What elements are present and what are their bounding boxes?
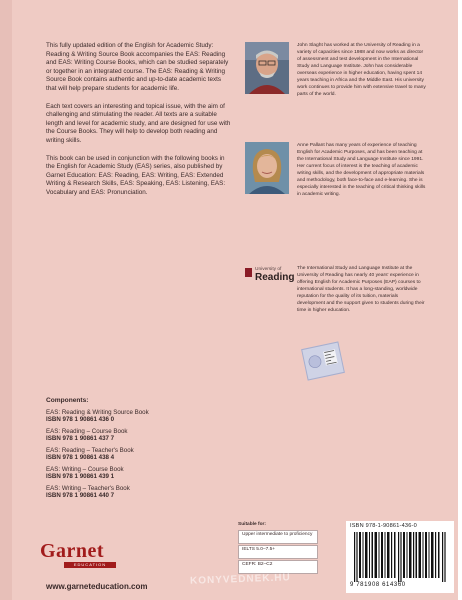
component-isbn: ISBN 978 1 90861 438 4 — [46, 454, 115, 461]
list-item — [46, 409, 226, 424]
suitable-label: Suitable for: — [238, 522, 266, 527]
author-bio-anne-pallant: Anne Pallant has many years of experience of teaching English for Academic Purposes, and has been teaching at the International Study and Language Institute since 1991. Her current focus of interest is the teaching of academic writing skills, and the development of appropriate materials and methodology, both face-to-face and e-learning. She is especially interested in the teaching of critical thinking skills in academic writing. — [297, 143, 426, 197]
component-isbn: ISBN 978 1 90861 437 7 — [46, 435, 115, 442]
university-of-reading-logo — [245, 265, 293, 285]
suitable-for-box — [238, 522, 318, 575]
logo-small-text: University of — [255, 267, 282, 272]
suitable-cefr: CEFR: B2–C2 — [238, 560, 318, 574]
author-bio-john-slaght: John Slaght has worked at the University of Reading in a variety of capacities since 1988 and now works as director of assessment and test development in the International Study and Language Institute. John has considerable overseas experience in higher education, having spent 14 years teaching in Africa and the Middle East. His university work continues to provide him with extensive travel to many parts of the world. — [297, 43, 426, 97]
publisher-name: Garnet — [40, 540, 105, 562]
barcode-icon — [354, 532, 446, 582]
components-list — [46, 397, 226, 504]
hologram-sticker-icon — [301, 341, 345, 380]
left-frame-strip — [0, 0, 12, 600]
institute-description: The International Study and Language Institute at the University of Reading has nearly 40 years' experience in offering English for Academic Purposes (EAP) courses to international students. It has a long-standing, worldwide reputation for the quality of its tuition, materials development and the support given to students during their time in higher education. — [297, 266, 425, 313]
barcode-isbn: ISBN 978-1-90861-436-0 — [350, 523, 417, 529]
list-item — [46, 466, 226, 481]
intro-paragraph-2: Each text covers an interesting and topical issue, with the aim of challenging and stimulating the reader. All texts are a suitable length and level for academic study, and are designed for use with the Course Books. They will help to develop both reading and writing skills. — [46, 102, 231, 144]
suitable-level: Upper intermediate to proficiency — [238, 530, 318, 544]
barcode-box — [346, 521, 454, 593]
suitable-ielts: IELTS 5.0–7.5+ — [238, 545, 318, 559]
intro-paragraph-3: This book can be used in conjunction with the following books in the English for Academic Study (EAS) series, also published by Garnet Education: EAS: Reading, EAS: Writing, EAS: Extended Writing & Research Skills, EAS: Speaking, EAS: Listening, EAS: Vocabulary and EAS: Pronunciation. — [46, 154, 226, 196]
author-photo-john-slaght — [245, 42, 289, 94]
components-heading: Components: — [46, 397, 89, 404]
garnet-education-logo — [40, 540, 120, 574]
publisher-tagline: EDUCATION — [64, 562, 116, 568]
component-isbn: ISBN 978 1 90861 436 0 — [46, 416, 115, 423]
component-title: EAS: Reading & Writing Source Book — [46, 408, 149, 416]
logo-big-text: Reading — [255, 272, 295, 283]
list-item — [46, 485, 226, 500]
component-title: EAS: Writing – Course Book — [46, 465, 124, 473]
list-item — [46, 447, 226, 462]
component-title: EAS: Reading – Teacher's Book — [46, 446, 134, 454]
intro-paragraph-1: This fully updated edition of the English for Academic Study: Reading & Writing Source Book accompanies the EAS: Reading and EAS: Writing Course Books, which can be studied separately or together in an integrated course. The EAS: Reading & Writing Source Book contains authentic and up-to-date academic texts that will help prepare students for academic life. — [46, 42, 229, 92]
component-isbn: ISBN 978 1 90861 440 7 — [46, 492, 115, 499]
publisher-website: www.garneteducation.com — [46, 582, 148, 591]
crest-icon — [245, 268, 252, 277]
component-title: EAS: Writing – Teacher's Book — [46, 484, 130, 492]
intro-text — [46, 42, 232, 207]
component-title: EAS: Reading – Course Book — [46, 427, 128, 435]
right-frame-strip — [458, 0, 462, 600]
barcode-digits: 9 781908 614360 — [350, 582, 406, 588]
watermark-text: KONYVEDNEK.HU — [189, 572, 291, 587]
component-isbn: ISBN 978 1 90861 439 1 — [46, 473, 115, 480]
list-item — [46, 428, 226, 443]
author-photo-anne-pallant — [245, 142, 289, 194]
